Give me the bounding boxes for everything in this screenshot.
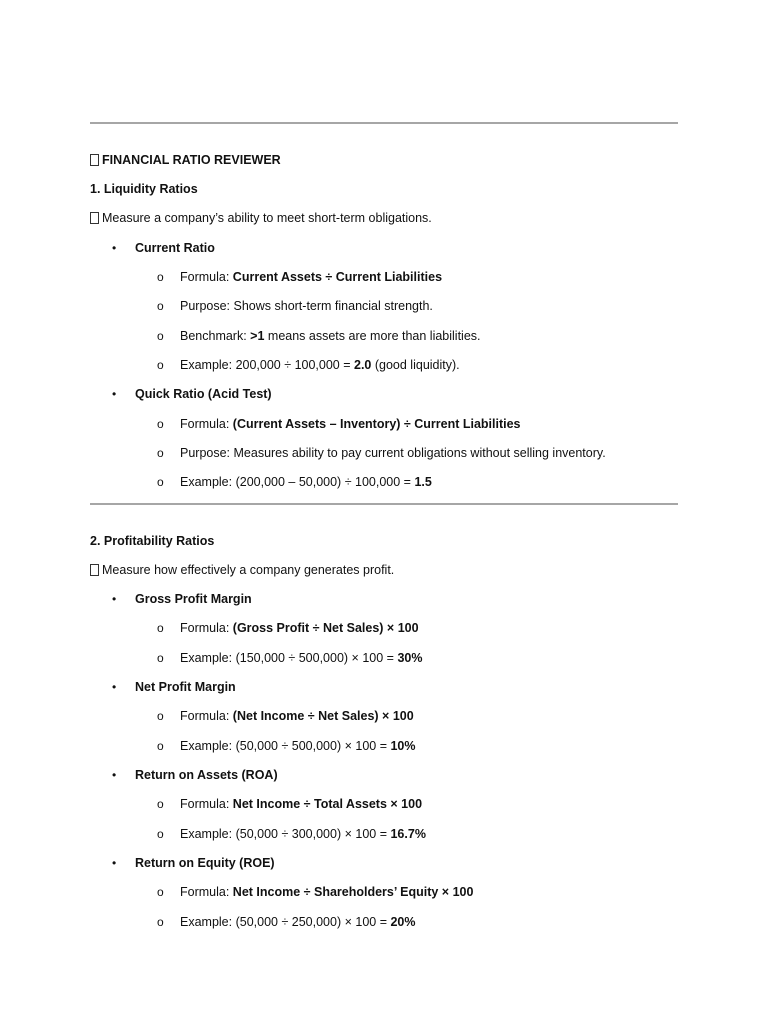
detail-label: Formula: <box>180 621 233 635</box>
sub-bullet-icon: o <box>157 827 164 841</box>
detail-bold: (Current Assets – Inventory) ÷ Current Liabilities <box>232 417 521 431</box>
detail-label: Purpose: Measures ability to pay current obligations without selling inventory. <box>180 446 606 460</box>
sub-bullet-icon: o <box>157 270 164 284</box>
section-description <box>90 210 432 226</box>
section-description <box>90 562 394 578</box>
placeholder-glyph-icon <box>90 564 99 576</box>
detail-label: Formula: <box>180 270 233 284</box>
ratio-name: Current Ratio <box>135 241 215 255</box>
ratio-name: Gross Profit Margin <box>135 592 252 606</box>
sub-bullet-icon: o <box>157 299 164 313</box>
ratio-name: Return on Equity (ROE) <box>135 856 275 870</box>
detail-label: Example: (150,000 ÷ 500,000) × 100 = <box>180 651 398 665</box>
description-text: Measure a company’s ability to meet short-term obligations. <box>102 211 432 225</box>
detail-label: Example: 200,000 ÷ 100,000 = <box>180 358 354 372</box>
detail-bold: 16.7% <box>390 827 426 841</box>
detail-after: (good liquidity). <box>371 358 460 372</box>
bullet-icon: • <box>112 680 117 694</box>
bullet-icon: • <box>112 856 117 870</box>
ratio-detail <box>180 269 442 285</box>
description-text: Measure how effectively a company generates profit. <box>102 563 395 577</box>
sub-bullet-icon: o <box>157 709 164 723</box>
detail-bold: Current Assets ÷ Current Liabilities <box>232 270 443 284</box>
detail-bold: >1 <box>250 329 265 343</box>
sub-bullet-icon: o <box>157 358 164 372</box>
ratio-detail <box>180 738 416 754</box>
sub-bullet-icon: o <box>157 329 164 343</box>
ratio-detail <box>180 620 419 636</box>
ratio-detail <box>180 826 426 842</box>
detail-label: Purpose: Shows short-term financial strength. <box>180 299 433 313</box>
detail-label: Benchmark: <box>180 329 251 343</box>
section-heading: 2. Profitability Ratios <box>90 534 215 548</box>
detail-label: Example: (50,000 ÷ 250,000) × 100 = <box>180 915 391 929</box>
top-divider <box>90 122 678 124</box>
sub-bullet-icon: o <box>157 915 164 929</box>
detail-bold: 1.5 <box>414 475 432 489</box>
detail-bold: 30% <box>397 651 423 665</box>
ratio-name: Return on Assets (ROA) <box>135 768 278 782</box>
ratio-detail <box>180 328 481 344</box>
ratio-detail <box>180 914 416 930</box>
detail-bold: 2.0 <box>354 358 372 372</box>
sub-bullet-icon: o <box>157 475 164 489</box>
detail-label: Formula: <box>180 797 233 811</box>
sub-bullet-icon: o <box>157 621 164 635</box>
sub-bullet-icon: o <box>157 417 164 431</box>
ratio-name: Quick Ratio (Acid Test) <box>135 387 272 401</box>
detail-bold: 10% <box>390 739 416 753</box>
ratio-detail <box>180 796 422 812</box>
bullet-icon: • <box>112 387 117 401</box>
ratio-detail <box>180 708 414 724</box>
sub-bullet-icon: o <box>157 651 164 665</box>
detail-label: Formula: <box>180 709 233 723</box>
ratio-detail <box>180 884 473 900</box>
detail-bold: (Gross Profit ÷ Net Sales) × 100 <box>232 621 419 635</box>
bullet-icon: • <box>112 592 117 606</box>
bullet-icon: • <box>112 241 117 255</box>
placeholder-glyph-icon <box>90 154 99 166</box>
title-text: FINANCIAL RATIO REVIEWER <box>102 153 281 167</box>
ratio-detail <box>180 357 460 373</box>
detail-bold: Net Income ÷ Total Assets × 100 <box>232 797 423 811</box>
detail-label: Example: (50,000 ÷ 500,000) × 100 = <box>180 739 391 753</box>
sub-bullet-icon: o <box>157 446 164 460</box>
detail-label: Example: (200,000 – 50,000) ÷ 100,000 = <box>180 475 415 489</box>
ratio-detail <box>180 445 606 461</box>
detail-after: means assets are more than liabilities. <box>264 329 481 343</box>
ratio-detail <box>180 474 432 490</box>
bullet-icon: • <box>112 768 117 782</box>
document-title <box>90 152 281 168</box>
ratio-name: Net Profit Margin <box>135 680 236 694</box>
sub-bullet-icon: o <box>157 797 164 811</box>
detail-bold: 20% <box>390 915 416 929</box>
detail-label: Formula: <box>180 885 233 899</box>
sub-bullet-icon: o <box>157 885 164 899</box>
detail-label: Formula: <box>180 417 233 431</box>
detail-bold: (Net Income ÷ Net Sales) × 100 <box>232 709 414 723</box>
placeholder-glyph-icon <box>90 212 99 224</box>
ratio-detail <box>180 416 521 432</box>
section-divider <box>90 503 678 505</box>
section-heading: 1. Liquidity Ratios <box>90 182 198 196</box>
detail-label: Example: (50,000 ÷ 300,000) × 100 = <box>180 827 391 841</box>
detail-bold: Net Income ÷ Shareholders’ Equity × 100 <box>232 885 474 899</box>
ratio-detail <box>180 298 433 314</box>
ratio-detail <box>180 650 422 666</box>
sub-bullet-icon: o <box>157 739 164 753</box>
